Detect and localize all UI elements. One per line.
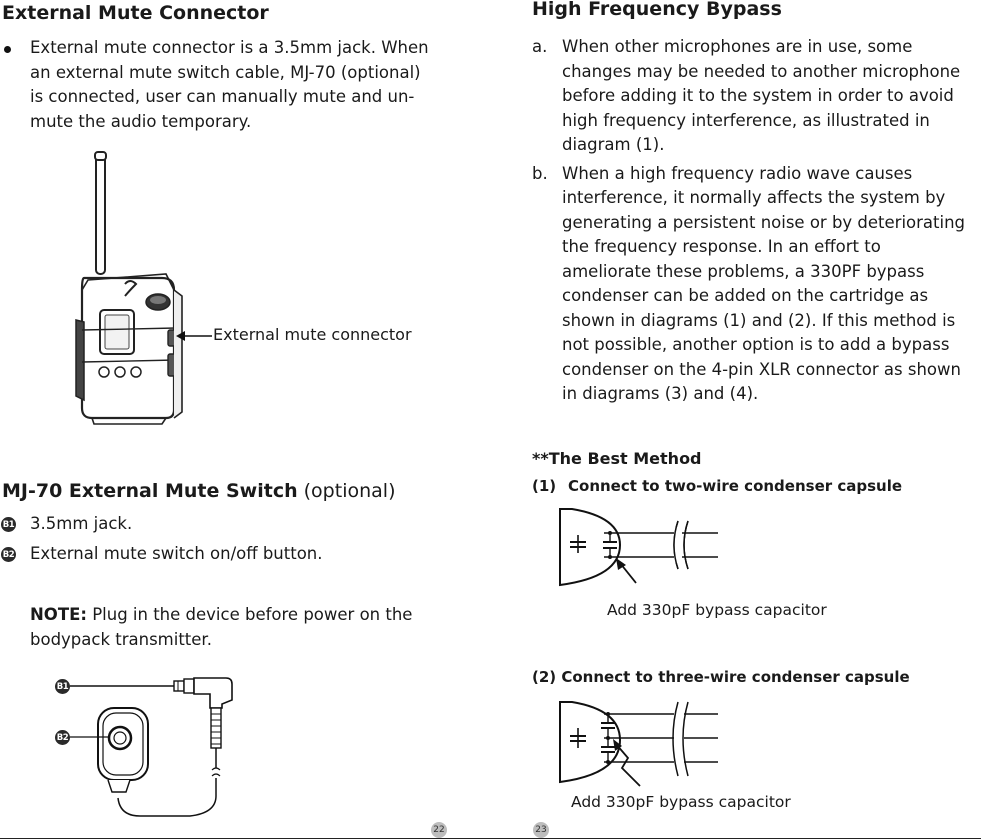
page-number-left: 22 [431,822,447,838]
list-text [562,35,960,158]
list-text [562,162,965,407]
note-line: bodypack transmitter. [30,629,212,649]
bodypack-transmitter-illustration [70,150,230,425]
diagram-badge-b1: B1 [55,679,70,694]
mj70-item-button: External mute switch on/off button. [30,544,323,563]
list-line: diagram (1). [562,135,665,154]
note-line: Plug in the device before power on the [92,605,413,624]
list-line: condenser on the 4-pin XLR connector as shown [562,359,961,379]
description-line: mute the audio temporary. [30,111,252,131]
external-mute-description [30,36,460,134]
badge-b2: B2 [1,547,16,562]
best-method-heading: **The Best Method [532,449,702,468]
diagram2-caption: Add 330pF bypass capacitor [571,793,791,811]
diagram-badge-b2: B2 [55,730,70,745]
list-line: When a high frequency radio wave causes [562,163,913,183]
description-line: is connected, user can manually mute and un- [30,87,415,106]
page-number-right: 23 [533,822,549,838]
mj70-title-bold: MJ-70 External Mute Switch [2,480,298,502]
callout-arrow [174,326,214,346]
list-marker: a. [532,37,548,56]
list-line: interference, it normally affects the system by [562,188,946,207]
list-marker: b. [532,163,548,183]
list-line: changes may be needed to another microphone [562,61,961,81]
hf-bypass-title: High Frequency Bypass [532,0,782,20]
bullet-dot [4,46,11,53]
mj70-title [2,480,395,502]
mj70-item-jack: 3.5mm jack. [30,514,133,533]
list-line: high frequency interference, as illustrated in [562,110,930,130]
diagram1-title: Connect to two-wire condenser capsule [568,477,903,495]
mj70-switch-illustration [50,668,250,828]
bottom-rule [0,838,981,839]
list-line: ameliorate these problems, a 330PF bypass [562,261,925,281]
list-line: When other microphones are in use, some [562,37,913,56]
external-mute-connector-label: External mute connector [213,325,412,344]
external-mute-title: External Mute Connector [2,2,269,24]
list-item-b [532,162,981,407]
list-line: in diagrams (3) and (4). [562,384,759,403]
description-line: an external mute switch cable, MJ-70 (optional) [30,62,421,82]
list-line: condenser can be added on the cartridge as [562,286,929,305]
diagram2-title: (2) Connect to three-wire condenser capsule [532,668,910,686]
list-line: not possible, another option is to add a bypass [562,335,950,354]
hf-bypass-list [532,35,981,407]
mj70-title-optional: (optional) [297,480,396,502]
diagram1-marker: (1) [532,477,557,495]
list-item-a [532,35,981,158]
note-label: NOTE: [30,605,87,624]
description-line: External mute connector is a 3.5mm jack. When [30,38,429,57]
list-line: shown in diagrams (1) and (2). If this method is [562,310,956,330]
note-block [30,603,460,652]
list-line: generating a persistent noise or by deteriorating [562,212,966,232]
list-line: before adding it to the system in order to avoid [562,86,954,105]
badge-b1: B1 [1,517,16,532]
list-line: the frequency response. In an effort to [562,237,881,256]
two-wire-capsule-diagram [556,505,726,595]
three-wire-capsule-diagram [556,698,726,790]
diagram1-caption: Add 330pF bypass capacitor [607,601,827,619]
